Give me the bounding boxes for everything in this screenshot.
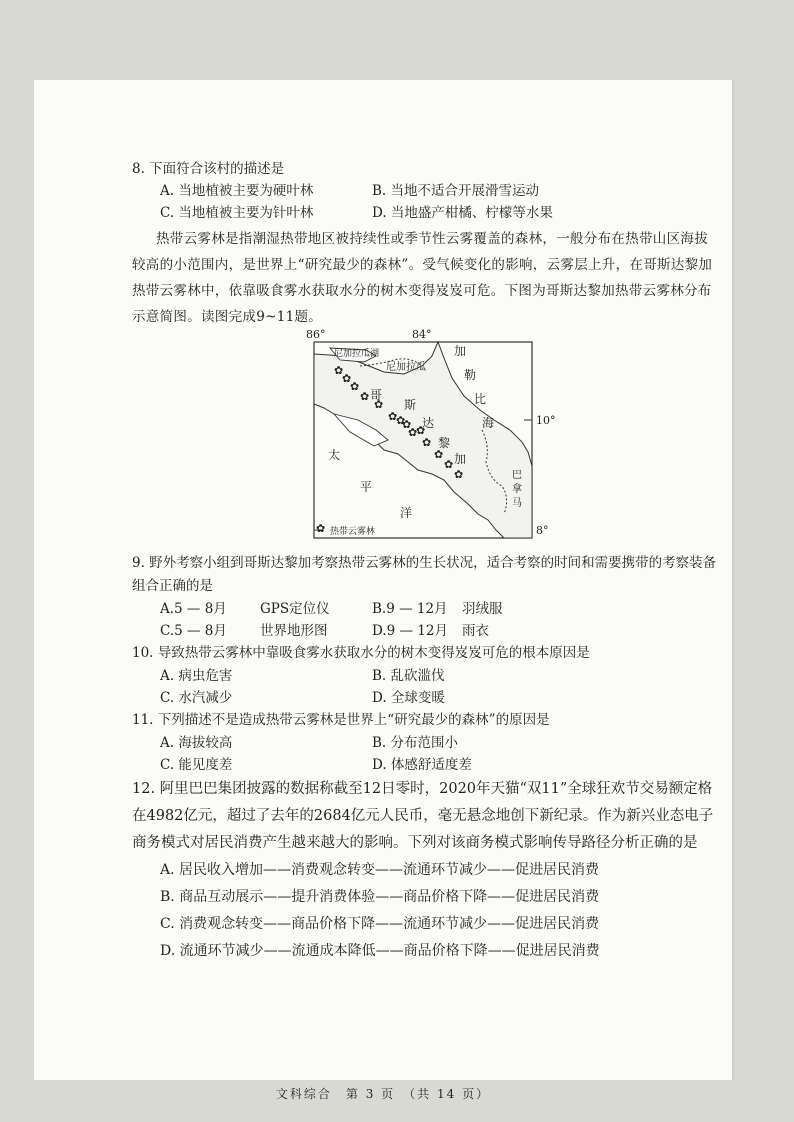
svg-text:✿: ✿ (416, 424, 426, 437)
svg-text:✿: ✿ (316, 522, 326, 535)
question-8-options (160, 180, 717, 224)
question-10-stem: 10. 导致热带云雾林中靠吸食雾水获取水分的树木变得岌岌可危的根本原因是 (132, 645, 590, 661)
question-9-options (160, 598, 717, 642)
option-11c: C. 能见度差 (160, 757, 233, 773)
option-10a: A. 病虫危害 (160, 668, 233, 684)
option-9a-gear: GPS定位仪 (260, 601, 330, 617)
option-12b: B. 商品互动展示——提升消费体验——商品价格下降——促进居民消费 (160, 889, 600, 905)
svg-text:✿: ✿ (454, 468, 464, 481)
svg-text:✿: ✿ (402, 418, 412, 431)
option-10c: C. 水汽减少 (160, 690, 233, 706)
caribbean-char-4: 海 (482, 416, 495, 430)
option-8d: D. 当地盛产柑橘、柠檬等水果 (372, 205, 553, 221)
question-11-stem: 11. 下列描述不是造成热带云雾林是世界上“研究最少的森林”的原因是 (132, 712, 550, 728)
svg-text:✿: ✿ (444, 458, 454, 471)
svg-text:✿: ✿ (396, 414, 406, 427)
option-12a: A. 居民收入增加——消费观念转变——流通环节减少——促进居民消费 (160, 862, 600, 878)
question-12-stem: 12. 阿里巴巴集团披露的数据称截至12日零时，2020年天猫“双11”全球狂欢节交易额定格在4982亿元，超过了去年的2684亿元人民币，毫无悬念地创下新纪录。作为新兴业态电子商务模式对居民消费产生越来越大的影响。下列对该商务模式影响传导路径分析正确的是 (132, 781, 714, 851)
pacific-char-3: 洋 (400, 506, 413, 520)
option-10b: B. 乱砍滥伐 (372, 668, 445, 684)
option-9b-gear: 羽绒服 (462, 601, 503, 617)
option-8b: B. 当地不适合开展滑雪运动 (372, 183, 540, 199)
panama-char-3: 马 (512, 498, 522, 509)
option-9c-gear: 世界地形图 (260, 623, 328, 639)
intro-paragraph: 热带云雾林是指潮湿热带地区被持续性或季节性云雾覆盖的森林，一般分布在热带山区海拔较高的小范围内，是世界上“研究最少的森林”。受气候变化的影响，云雾层上升，在哥斯达黎加热带云雾林中，依靠吸食雾水获取水分的树木变得岌岌可危。下图为哥斯达黎加热带云雾林分布示意简图。读图完成9~11题。 (132, 231, 713, 325)
question-11-options (160, 732, 717, 776)
pacific-char-1: 太 (328, 448, 341, 462)
svg-text:✿: ✿ (408, 426, 418, 439)
costa-rica-map (304, 328, 556, 544)
option-10d: D. 全球变暖 (372, 690, 445, 706)
option-11a: A. 海拔较高 (160, 735, 233, 751)
option-9b-time: B.9 — 12月 (372, 601, 448, 617)
nicaragua-label: 尼加拉瓜 (386, 362, 426, 373)
option-8c: C. 当地植被主要为针叶林 (160, 205, 314, 221)
legend-label: 热带云雾林 (330, 527, 376, 537)
country-char-3: 达 (422, 416, 435, 430)
question-10-options (160, 665, 717, 709)
option-9c-time: C.5 — 8月 (160, 623, 227, 639)
lake-label: 尼加拉瓜湖 (334, 349, 380, 359)
country-char-4: 黎 (438, 436, 451, 450)
option-8a: A. 当地植被主要为硬叶林 (160, 183, 314, 199)
option-9d-time: D.9 — 12月 (372, 623, 448, 639)
option-11b: B. 分布范围小 (372, 735, 459, 751)
option-9a-time: A.5 — 8月 (160, 601, 227, 617)
panama-char-2: 拿 (512, 484, 522, 495)
lon-label-86: 86° (306, 328, 326, 341)
question-12-options (160, 857, 717, 965)
svg-text:✿: ✿ (434, 448, 444, 461)
option-9d-gear: 雨衣 (462, 623, 489, 639)
pacific-char-2: 平 (360, 480, 373, 494)
option-12d: D. 流通环节减少——流通成本降低——商品价格下降——促进居民消费 (160, 943, 600, 959)
country-char-1: 哥 (370, 388, 383, 402)
svg-text:✿: ✿ (388, 410, 398, 423)
lon-label-84: 84° (412, 328, 432, 341)
page-footer: 文科综合 第 3 页 （共 14 页） (275, 1087, 491, 1101)
caribbean-char-2: 勒 (464, 368, 477, 382)
option-11d: D. 体感舒适度差 (372, 757, 472, 773)
panama-char-1: 巴 (512, 470, 522, 481)
svg-text:✿: ✿ (342, 372, 352, 385)
lat-label-8: 8° (536, 524, 549, 537)
caribbean-char-1: 加 (454, 344, 467, 358)
svg-text:✿: ✿ (422, 436, 432, 449)
country-char-5: 加 (454, 452, 467, 466)
question-8-stem: 8. 下面符合该村的描述是 (132, 161, 285, 177)
lat-label-10: 10° (536, 414, 556, 427)
caribbean-char-3: 比 (474, 392, 487, 406)
question-9-stem: 9. 野外考察小组到哥斯达黎加考察热带云雾林的生长状况，适合考察的时间和需要携带的考察装备组合正确的是 (132, 555, 717, 594)
svg-text:✿: ✿ (374, 398, 384, 411)
svg-text:✿: ✿ (360, 390, 370, 403)
svg-text:✿: ✿ (350, 380, 360, 393)
svg-text:✿: ✿ (334, 364, 344, 377)
option-12c: C. 消费观念转变——商品价格下降——流通环节减少——促进居民消费 (160, 916, 600, 932)
exam-page (34, 80, 734, 1101)
page-content (132, 158, 717, 965)
country-char-2: 斯 (404, 398, 417, 412)
